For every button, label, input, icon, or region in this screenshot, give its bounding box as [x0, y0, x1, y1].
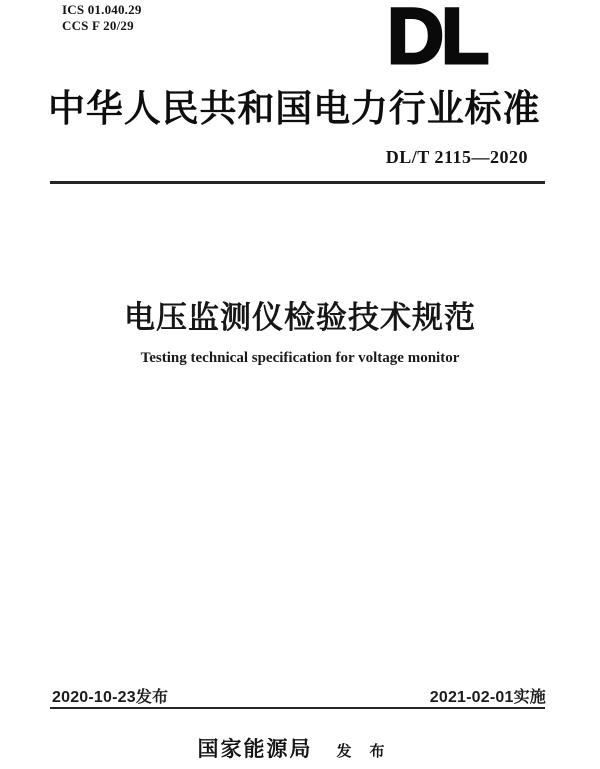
ccs-code: CCS F 20/29: [62, 18, 134, 33]
dates-row: [52, 684, 546, 707]
header-rule: [50, 181, 545, 184]
ics-code: ICS 01.040.29: [62, 2, 142, 17]
issue-date: 2020-10-23发布: [52, 689, 169, 706]
classification-codes: [62, 2, 142, 34]
implement-date: 2021-02-01实施: [429, 689, 546, 706]
footer-rule: [50, 707, 545, 709]
standard-category-heading: 中华人民共和国电力行业标准: [48, 89, 540, 130]
publish-label: 发布: [336, 744, 403, 760]
standard-title-chinese: 电压监测仪检验技术规范: [124, 300, 476, 335]
publisher-row: [0, 733, 600, 763]
standard-title-english: Testing technical specification for voltage monitor: [140, 350, 460, 366]
standard-number: DL/T 2115—2020: [385, 147, 528, 167]
publisher-name: 国家能源局: [197, 737, 313, 761]
dl-logo: DL: [387, 0, 487, 80]
